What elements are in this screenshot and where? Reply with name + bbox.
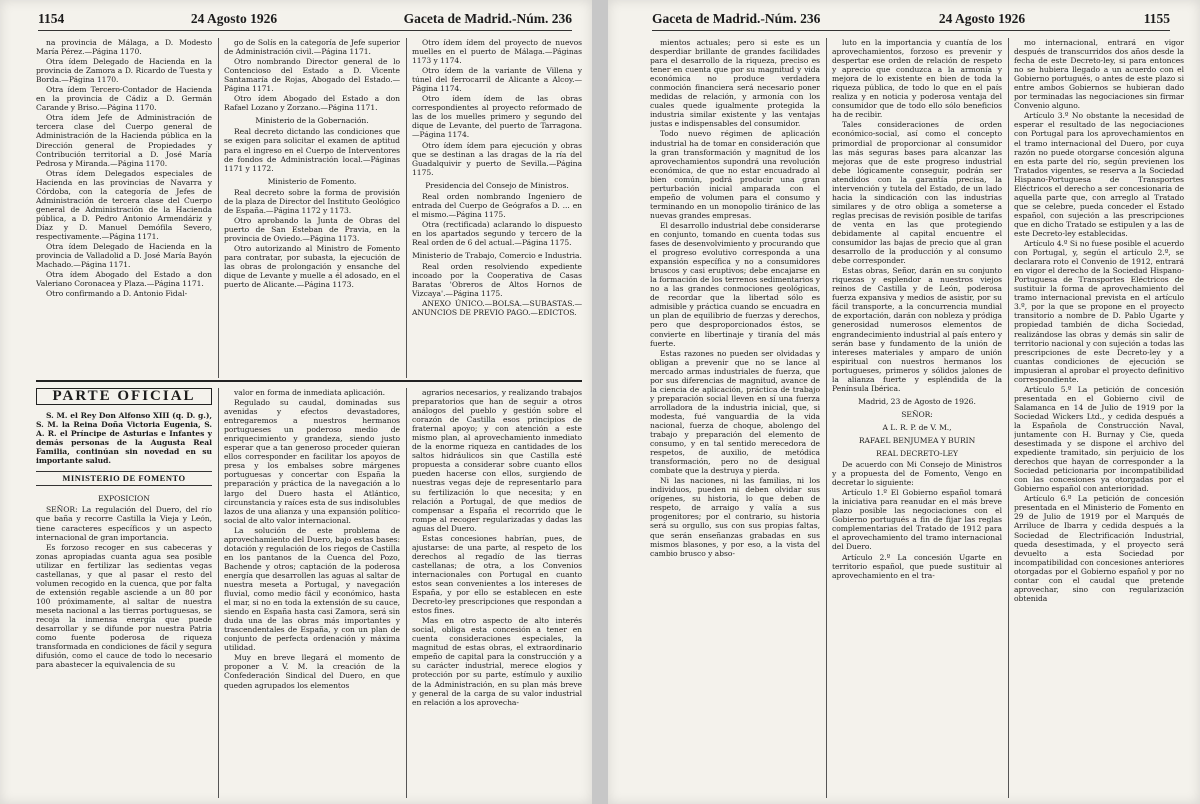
parte-oficial-column bbox=[36, 388, 212, 798]
paragraph: Artículo 5.º La petición de concesión presentada en el Gobierno civil de Salamanca en 14 de Julio de 1919 por la Sociedad Wickers Ltd., y cedida después a la Española de Construcción Naval, juntamente con H. Burnay y Cie, queda desestimada y se dispone el archivo del expediente tramitado, sin perjuicio de los derechos que hayan de corresponder a la Sociedad peticionaria por incompatibilidad con las concesiones ya otorgadas por el Gobierno español con anterioridad. bbox=[1014, 384, 1184, 494]
exposicion-column-3 bbox=[412, 388, 582, 798]
paragraph: Muy en breve llegará el momento de proponer a V. M. la creación de la Confederación Sindical del Duero, en que queden agrupados los elementos bbox=[224, 653, 400, 690]
paragraph: Artículo 6.º La petición de concesión presentada en el Ministerio de Fomento en 29 de Julio de 1919 por el Marqués de Arriluce de Ibarra y cedida después a la Sociedad de Electrificación Industrial, queda desestimada, y el proyecto será devuelto a esta Sociedad por incompatibilidad con concesiones anteriores otorgadas por el Gobierno español y por no contar con el caudal que pretende aprovechar, sino con regularización obtenida bbox=[1014, 494, 1184, 603]
paragraph: ANEXO ÚNICO.—BOLSA.—SUBASTAS.—ANUNCIOS DE PREVIO PAGO.—EDICTOS. bbox=[412, 299, 582, 318]
paragraph: Es forzoso recoger en sus cabeceras y zonas apropiadas cuanta agua sea posible utilizar en fertilizar las sedientas vegas castellanas, y que al pasar el resto del volumen recogido en la cuenca, que por falta de extensión regable asciende a un 80 por 100 próximamente, al saltar de nuestra meseta nacional a las tierras portuguesas, se recoja la inmensa energía que puede desarrollar y se difunde por nuestra Patria como fuente poderosa de riqueza transformada en condiciones de fácil y segura difusión, como el cauce de todo lo necesario para abastecer la equivalencia de su bbox=[36, 542, 212, 670]
paragraph: Otra ídem Delegado de Hacienda en la provincia de Valladolid a D. José María Bayón Machado.—Página 1171. bbox=[36, 242, 212, 270]
paragraph: Real orden resolviendo expediente incoado por la Cooperativa de Casas Baratas 'Obreros de Altos Hornos de Vizcaya'.—Página 1175. bbox=[412, 262, 582, 299]
paragraph: Otro aprobando la Junta de Obras del puerto de San Esteban de Pravia, en la provincia de Oviedo.—Página 1173. bbox=[224, 215, 400, 243]
paragraph: Otro autorizando al Ministro de Fomento para contratar, por subasta, la ejecución de las obras de prolongación y ensanche del dique de Levante y muelle a él adosado, en el puerto de Alicante.—Página 1173. bbox=[224, 243, 400, 290]
paragraph: Real orden nombrando Ingeniero de entrada del Cuerpo de Geógrafos a D. ... en el mismo.—Página 1175. bbox=[412, 191, 582, 219]
paragraph: Otro confirmando a D. Antonio Fidal- bbox=[46, 289, 188, 299]
paragraph: Real decreto dictando las condiciones que se exigen para solicitar el examen de aptitud para el ingreso en el Cuerpo de Interventores de fondos de Administración local.—Páginas 1171 y 1172. bbox=[224, 127, 400, 173]
section-divider bbox=[36, 380, 582, 382]
exposicion-text bbox=[36, 505, 212, 669]
exposicion-heading: EXPOSICION bbox=[98, 494, 150, 504]
paragraph: Artículo 3.º No obstante la necesidad de esperar el resultado de las negociaciones con Portugal para los aprovechamientos en el tramo internacional del Duero, por cuya razón no puede otorgarse concesión alguna en esta parte del río, según previenen los Tratados vigentes, se reserva a la Sociedad Hispano-Portuguesa de Transportes Eléctricos el derecho a ser concesionaria de aquella parte que, con arreglo al Tratado que se celebre, pueda conceder el Estado español, con sujeción a las prescripciones que en dicho Tratado se estipulen y a las de este Decreto-ley establecidas. bbox=[1014, 111, 1184, 238]
paragraph: El desarrollo industrial debe considerarse en conjunto, tomando en cuenta todas sus fases de desenvolvimiento y procurando que el progreso evolutivo corresponda a una expansión específica y no a consumidores bruscos y casi eruptivos; debe encajarse en la formación de los terrenos sedimentarios y no a las grandes conmociones geológicas, de recordar que la libertad sólo es admisible y práctica cuando se encuadra en un plan de equilibrio de fuerzas y derechos, pero que desproporcionados éstos, se convierte en libertinaje y tiranía del más fuerte. bbox=[650, 220, 820, 348]
paragraph: agrarios necesarios, y realizando trabajos preparatorios que han de seguir a otros análogos del pueblo y gestión sobre el corazón de Castilla esos principios de fraternal apoyo; y con atención a este mismo plan, al aprovechamiento inmediato de la enorme riqueza en cantidades de los saltos hidráulicos sin que Castilla esté propuesta a considerar sobre cuanto ellos pueden hacerse con ellos, surgiendo de nuestras vegas deje de representarlo para su fertilización lo que necesita; y en relación a Portugal, de que medios de compensar a España el recorrido que le rompe al recoger regularizadas y dadas las aguas del Duero. bbox=[412, 388, 582, 533]
page-number: 1155 bbox=[1143, 11, 1170, 26]
paragraph: na provincia de Málaga, a D. Modesto María Pérez.—Página 1170. bbox=[36, 38, 212, 57]
header-title: Gaceta de Madrid.-Núm. 236 bbox=[652, 11, 821, 26]
section-heading: Ministerio de Fomento. bbox=[267, 176, 357, 186]
paragraph: Otras ídem Delegados especiales de Hacienda en las provincias de Navarra y Córdoba, con la categoría de Jefes de Administración de tercera clase del Cuerpo general de Administración de la Hacienda pública, a D. Pedro Antonio Armendáriz y Díaz y D. Manuel Demófila Severo, respectivamente.—Página 1171. bbox=[36, 168, 212, 241]
paragraph: Otro ídem de la variante de Villena y túnel del ferrocarril de Alicante a Alcoy.—Página 1174. bbox=[412, 66, 582, 94]
paragraph: go de Solís en la categoría de Jefe superior de Administración civil.—Página 1171. bbox=[224, 38, 400, 57]
summary-column-1 bbox=[36, 38, 212, 378]
decree-column-3 bbox=[1014, 38, 1184, 798]
section-heading: SEÑOR: bbox=[901, 409, 933, 419]
paragraph: De acuerdo con Mi Consejo de Ministros y a propuesta del de Fomento, Vengo en decretar lo siguiente: bbox=[832, 460, 1002, 488]
column-divider bbox=[1008, 38, 1009, 798]
paragraph: Real decreto sobre la forma de provisión de la plaza de Director del Instituto Geológico de España.—Página 1172 y 1173. bbox=[224, 187, 400, 215]
header-date: 24 Agosto 1926 bbox=[938, 11, 1026, 26]
paragraph: luto en la importancia y cuantía de los aprovechamientos, forzoso es prevenir y despertar ese orden de relación de respeto y aprecio que conduzca a la armonía y mejora de lo existente en bien de toda la riqueza pública, de todo lo que en el país realiza y en noticia y poderosa ventaja del consumidor que de todo ello sólo beneficios ha de recibir. bbox=[832, 38, 1002, 120]
paragraph: Otro ídem Abogado del Estado a don Rafael Lozano y Zorzano.—Página 1171. bbox=[224, 94, 400, 113]
column-divider bbox=[406, 388, 407, 798]
section-heading: REAL DECRETO-LEY bbox=[876, 449, 958, 459]
paragraph: Otro ídem ídem de las obras correspondientes al proyecto reformado de las de los muelles primero y segundo del dique de Levante, del puerto de Tarragona.—Página 1174. bbox=[412, 94, 582, 140]
paragraph: valor en forma de inmediata aplicación. bbox=[234, 388, 386, 397]
paragraph: mientos actuales; pero si este es un desperdiar brillante de grandes facilidades para el desarrollo de la riqueza, preciso es tener en cuenta que por su magnitud y vida económica no produce verdadera conmoción financiera será necesario poner medidas de relación, y armonía con los cuales quede igualmente protegida la industria similar existente y las ventajas justas e indispensables del consumidor. bbox=[650, 38, 820, 129]
paragraph: Otra ídem Jefe de Administración de tercera clase del Cuerpo general de Administración de la Hacienda pública en la Dirección general de Propiedades y Contribución territorial a D. José María Pedrosa y Miranda.—Página 1170. bbox=[36, 113, 212, 168]
paragraph: Otra ídem Abogado del Estado a don Valeriano Coronacea y Plaza.—Página 1171. bbox=[36, 270, 212, 289]
section-heading: A L. R. P. de V. M., bbox=[882, 422, 952, 432]
ministry-heading: MINISTERIO DE FOMENTO bbox=[36, 471, 212, 486]
section-heading: Presidencia del Consejo de Ministros. bbox=[425, 180, 569, 190]
column-divider bbox=[826, 38, 827, 798]
section-heading: Ministerio de la Gobernación. bbox=[255, 116, 369, 126]
section-heading: Madrid, 23 de Agosto de 1926. bbox=[858, 396, 976, 406]
paragraph: Artículo 2.º La concesión Ugarte en territorio español, que puede sustituir al aprovechamiento en el tra- bbox=[832, 552, 1002, 580]
paragraph: SEÑOR: La regulación del Duero, del río que baña y recorre Castilla la Vieja y León, tiene caracteres específicos y un aspecto internacional de gran importancia. bbox=[36, 505, 212, 542]
section-heading: RAFAEL BENJUMEA Y BURIN bbox=[858, 435, 976, 445]
page-gutter bbox=[592, 0, 608, 804]
paragraph: Otra (rectificada) aclarando lo dispuesto en los apartados segundo y tercero de la Real orden de 6 del actual.—Página 1175. bbox=[412, 219, 582, 247]
left-page-header bbox=[38, 8, 572, 31]
header-title: Gaceta de Madrid.-Núm. 236 bbox=[403, 11, 572, 26]
right-page-header bbox=[652, 8, 1170, 31]
paragraph: La solución de este problema de aprovechamiento del Duero, bajo estas bases: dotación y regulación de los riegos de Castilla en los pantanos de la Cuenca del Pozo, Bachende y otros; captación de la poderosa energía que desarrollen las aguas al saltar de nuestra meseta a Portugal, y navegación fluvial, como medio fácil y económico, hasta el mar, si no en toda la extensión de su cauce, siendo en España hasta casi Zamora, será sin duda una de las obras más importantes y trascendentales de España, y con un plan de conjunto de perfecta ordenación y máxima utilidad. bbox=[224, 525, 400, 653]
page-number: 1154 bbox=[38, 11, 65, 26]
paragraph: Mas en otro aspecto de alto interés social, obliga esta concesión a tener en cuenta consideraciones especiales, la magnitud de estas obras, el extraordinario empeño de capital para la construcción y a su carácter industrial, merece elogios y protección por su parte, estímulo y auxilio de la Administración, en su plan más breve y general de la carga de su valor industrial en relación a los aprovecha- bbox=[412, 616, 582, 707]
paragraph: Regulado su caudal, dominadas sus avenidas y efectos devastadores, entregaremos a nuestros hermanos portugueses un poderoso medio de enriquecimiento y grandeza, siendo justo esperar que a tan generoso proceder quieran ellos corresponder en facilitar los apoyos de presa y los embalses sobre márgenes portuguesas y concertar con España la preparación y práctica de la navegación a lo largo del Duero hasta el Atlántico, circunstancia y raíces esta de sus indisolubles lazos de una alianza y una expansión político-social de alto valor internacional. bbox=[224, 398, 400, 525]
paragraph: Otro ídem ídem para ejecución y obras que se destinan a las dragas de la ría del Guadalquivir y puerto de Sevilla.—Página 1175. bbox=[412, 140, 582, 177]
column-divider bbox=[218, 388, 219, 798]
paragraph: Todo nuevo régimen de aplicación industrial ha de tomar en consideración que la gran transformación y magnitud de los aprovechamientos supondrá una revolución económica, de que no estar encuadrado al bien común, podrá producir una gran perturbación inicial amparada con el empeño de volumen para el consumo y terminando en un monopolio tiránico de las nuevas grandes empresas. bbox=[650, 129, 820, 220]
paragraph: Estas concesiones habrían, pues, de ajustarse: de una parte, al respeto de los derechos al regadío de las tierras castellanas; de otra, a los Convenios internacionales con Portugal en cuanto estos sean convenientes a los intereses de España, y por ello se establecen en este Decreto-ley prescripciones que respondan a estos fines. bbox=[412, 533, 582, 616]
paragraph: Otra ídem Delegado de Hacienda en la provincia de Zamora a D. Ricardo de Tuesta y Borda.—Página 1170. bbox=[36, 57, 212, 85]
section-heading: Ministerio de Trabajo, Comercio e Industria. bbox=[412, 251, 582, 261]
summary-column-2 bbox=[224, 38, 400, 378]
paragraph: Estas obras, Señor, darán en su conjunto riquezas y esplendor a nuestros viejos reinos de Castilla y de León, poderosa fuerza expansiva y medios de asistir, por su fácil transporte, a la concurrencia mundial de exportación, darán con nobleza y pródiga generosidad numerosos elementos de engrandecimiento industrial al país entero y serán base y fundamento de la unión de intereses materiales y amparo de unión espiritual con nuestros hermanos los portugueses, primeros y sólidos jalones de la alianza fuerte y espléndida de la Península Ibérica. bbox=[832, 266, 1002, 393]
summary-column-3 bbox=[412, 38, 582, 378]
paragraph: Tales consideraciones de orden económico-social, así como el concepto primordial de proporcionar al consumidor las más seguras bases para alcanzar las mejoras que de este progreso industrial debe lógicamente conseguir, podrán ser atendidos con la garantía precisa, la intervención y tutela del Estado, de un lado hacia la sindicación con las industrias similares y de otro obliga a someterse a reglas precisas de revisión posible de tarifas de venta en las que protegiendo debidamente al capital encuentre el consumidor las bajas de precio que al gran desarrollo de la producción y al consumo debe corresponder. bbox=[832, 120, 1002, 266]
paragraph: Otro nombrando Director general de lo Contencioso del Estado a D. Vicente Santamaría de Rojas, Abogado del Estado.—Página 1171. bbox=[224, 57, 400, 94]
paragraph: Artículo 4.º Si no fuese posible el acuerdo con Portugal, y, según el artículo 2.º, se declarara roto el Convenio de 1912, entrará en vigor el derecho de la Sociedad Hispano-Portuguesa de Transportes Eléctricos de sustituir la forma de aprovechamiento del tramo internacional prevista en el artículo 3.º, por la que se propone en el proyecto transitorio a nombre de D. Pablo Ugarte y propiedad también de dicha Sociedad, realizándose las obras y demás sin salir de territorio nacional y con sujeción a todas las prescripciones de este Decreto-ley y a cuantas condiciones de ejecución se impusieran al aprobar el proyecto definitivo correspondiente. bbox=[1014, 239, 1184, 384]
exposicion-column-2 bbox=[224, 388, 400, 798]
paragraph: Otra ídem Tercero-Contador de Hacienda en la provincia de Cádiz a D. Germán Carande y Briso.—Página 1170. bbox=[36, 85, 212, 113]
decree-column-2 bbox=[832, 38, 1002, 798]
decree-column-1 bbox=[650, 38, 820, 798]
column-divider bbox=[218, 38, 219, 378]
column-divider bbox=[406, 38, 407, 378]
paragraph: mo internacional, entrará en vigor después de transcurridos dos años desde la fecha de este Decreto-ley, si para entonces no se hubiera llegado a un acuerdo con el Gobierno portugués, o antes de este plazo si entre ambos Gobiernos se hubieran dado por terminadas las negociaciones sin firmar Convenio alguno. bbox=[1014, 38, 1184, 111]
right-page bbox=[608, 0, 1200, 804]
royal-announcement: S. M. el Rey Don Alfonso XIII (q. D. g.), S. M. la Reina Doña Victoria Eugenia, S. A. R. el Príncipe de Asturias e Infantes y demás personas de la Augusta Real Familia, continúan sin novedad en su importante salud. bbox=[36, 411, 212, 466]
parte-oficial-title: PARTE OFICIAL bbox=[36, 388, 212, 405]
paragraph: Ni las naciones, ni las familias, ni los individuos, pueden ni deben olvidar sus orígenes, su historia, lo que deben de respeto, de arraigo y valía a sus progenitores; por el contrario, su historia será su orgullo, sus con sus propias faltas, que serán enseñanzas grabadas en sus mismos blasones, y por eso, a la vista del cambio brusco y abso- bbox=[650, 476, 820, 558]
left-page bbox=[0, 0, 592, 804]
paragraph: Estas razones no pueden ser olvidadas y obligan a prevenir que no se lance al mercado armas industriales de fuerza, que por sus diferencias de magnitud, avance de la ciencia de aplicación, práctica de trabajo y preparación social lleven en sí una fuerza arrolladora de la industria inicial, que, si modesta, fué vanguardia de la vida nacional, fuerza de choque, abolengo del trabajo y preparación del elemento de consumo, y en tal sentido merecedora de respetos, de auxilio, de metódica transformación, pero no de desigual combate que la destruya y pierda. bbox=[650, 348, 820, 476]
paragraph: Otro ídem ídem del proyecto de nuevos muelles en el puerto de Málaga.—Páginas 1173 y 1174. bbox=[412, 38, 582, 66]
paragraph: Artículo 1.º El Gobierno español tomará la iniciativa para reanudar en el más breve plazo posible las negociaciones con el Gobierno portugués a fin de fijar las reglas complementarias del Tratado de 1912 para el aprovechamiento del tramo internacional del Duero. bbox=[832, 488, 1002, 552]
header-date: 24 Agosto 1926 bbox=[190, 11, 278, 26]
